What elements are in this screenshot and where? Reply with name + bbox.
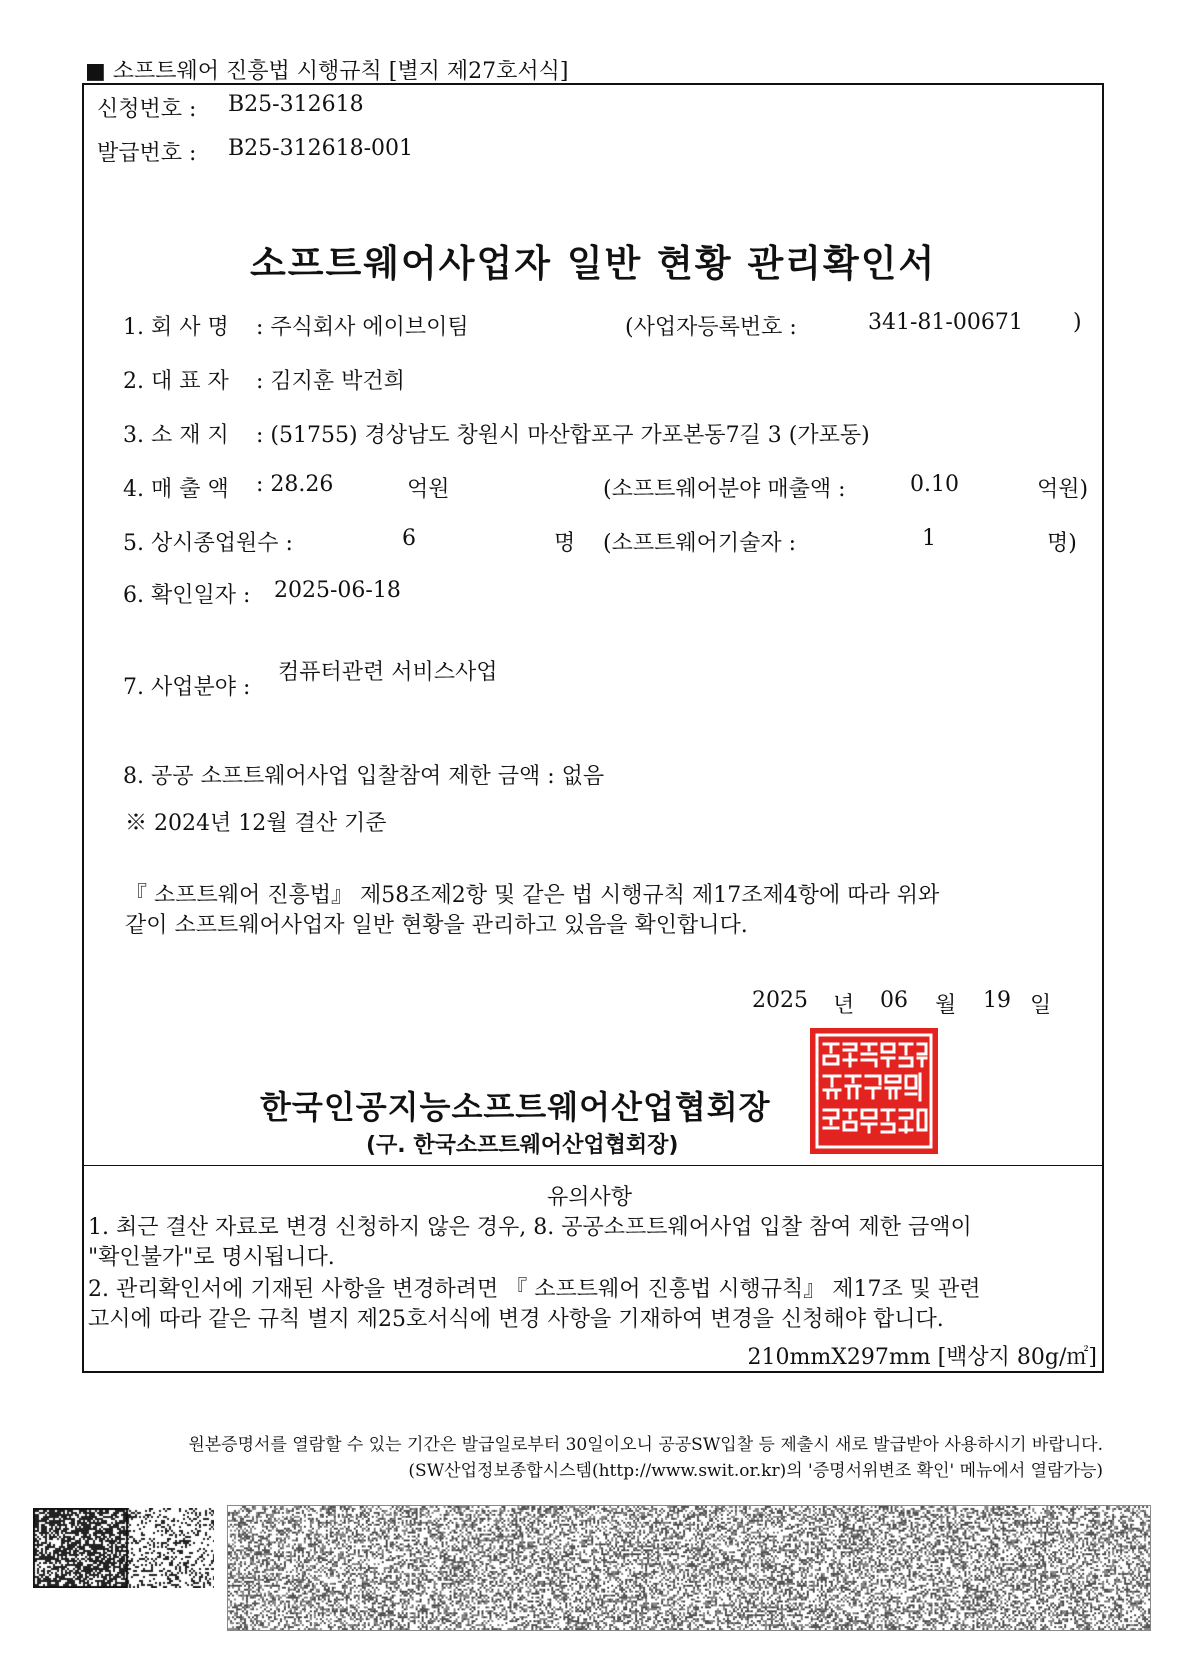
confirm-date-value: 2025-06-18 [274, 578, 401, 603]
notes-line-3: 2. 관리확인서에 기재된 사항을 변경하려면 『 소프트웨어 진흥법 시행규칙』 제17조 및 관련 [88, 1277, 981, 1302]
engineers-value: 1 [922, 526, 936, 551]
notes-line-1: 1. 최근 결산 자료로 변경 신청하지 않은 경우, 8. 공공소프트웨어사업 입찰 참여 제한 금액이 [88, 1215, 972, 1240]
issuer-former-name: (구. 한국소프트웨어산업협회장) [366, 1133, 679, 1158]
sw-sales-unit: 억원) [1037, 477, 1089, 502]
company-value: : 주식회사 에이브이팀 [256, 315, 469, 340]
security-pattern-icon [227, 1505, 1151, 1631]
brn-close: ) [1073, 310, 1082, 335]
sales-value: : 28.26 [256, 472, 334, 497]
barcode-icon [33, 1508, 214, 1588]
engineers-label: (소프트웨어기술자 : [603, 531, 797, 556]
company-label: 1. 회 사 명 [123, 315, 229, 340]
application-no-label: 신청번호 : [97, 97, 197, 122]
official-seal-icon [808, 1026, 940, 1156]
brn-label: (사업자등록번호 : [625, 315, 797, 340]
form-label: ■ 소프트웨어 진흥법 시행규칙 [별지 제27호서식] [85, 59, 569, 84]
document-title: 소프트웨어사업자 일반 현황 관리확인서 [250, 241, 937, 285]
statement-line-1: 『 소프트웨어 진흥법』 제58조제2항 및 같은 법 시행규칙 제17조제4항에 따라 위와 [125, 883, 940, 908]
business-value: 컴퓨터관련 서비스사업 [278, 660, 498, 685]
issuer-name: 한국인공지능소프트웨어산업협회장 [260, 1088, 771, 1126]
statement-line-2: 같이 소프트웨어사업자 일반 현황을 관리하고 있음을 확인합니다. [125, 913, 748, 938]
issue-day-label: 일 [1030, 993, 1052, 1018]
notes-line-4: 고시에 따라 같은 규칙 별지 제25호서식에 변경 사항을 기재하여 변경을 신청해야 합니다. [88, 1307, 944, 1332]
footer-notice: 원본증명서를 열람할 수 있는 기간은 발급일로부터 30일이오니 공공SW입찰 등 제출시 새로 발급받아 사용하시기 바랍니다. [188, 1435, 1103, 1455]
issue-year: 2025 [752, 988, 808, 1013]
basis-note: ※ 2024년 12월 결산 기준 [125, 811, 387, 836]
sw-sales-value: 0.10 [910, 472, 959, 497]
paper-spec: 210mmX297mm [백상지 80g/㎡] [747, 1345, 1097, 1370]
sales-label: 4. 매 출 액 [123, 477, 229, 502]
business-label: 7. 사업분야 : [123, 675, 251, 700]
notes-heading: 유의사항 [547, 1185, 633, 1210]
sw-sales-label: (소프트웨어분야 매출액 : [603, 477, 846, 502]
footer-verify: (SW산업정보종합시스템(http://www.swit.or.kr)의 '증명서위변조 확인' 메뉴에서 열람가능) [408, 1461, 1103, 1481]
address-label: 3. 소 재 지 [123, 423, 229, 448]
brn-value: 341-81-00671 [868, 310, 1023, 335]
issue-month: 06 [880, 988, 908, 1013]
issue-day: 19 [983, 988, 1011, 1013]
address-value: : (51755) 경상남도 창원시 마산합포구 가포본동7길 3 (가포동) [256, 423, 870, 448]
sales-unit: 억원 [407, 477, 450, 502]
issue-no-label: 발급번호 : [97, 141, 197, 166]
ceo-label: 2. 대 표 자 [123, 369, 229, 394]
notes-line-2: "확인불가"로 명시됩니다. [88, 1245, 335, 1270]
bid-limit: 8. 공공 소프트웨어사업 입찰참여 제한 금액 : 없음 [123, 764, 605, 789]
confirm-date-label: 6. 확인일자 : [123, 583, 251, 608]
application-no: B25-312618 [228, 92, 364, 117]
issue-no: B25-312618-001 [228, 136, 414, 161]
employees-unit: 명 [554, 531, 576, 556]
issue-month-label: 월 [935, 993, 957, 1018]
issue-year-label: 년 [833, 993, 855, 1018]
notes-separator [82, 1165, 1104, 1166]
employees-label: 5. 상시종업원수 : [123, 531, 293, 556]
engineers-unit: 명) [1047, 531, 1077, 556]
ceo-value: : 김지훈 박건희 [256, 369, 405, 394]
employees-value: 6 [402, 526, 416, 551]
